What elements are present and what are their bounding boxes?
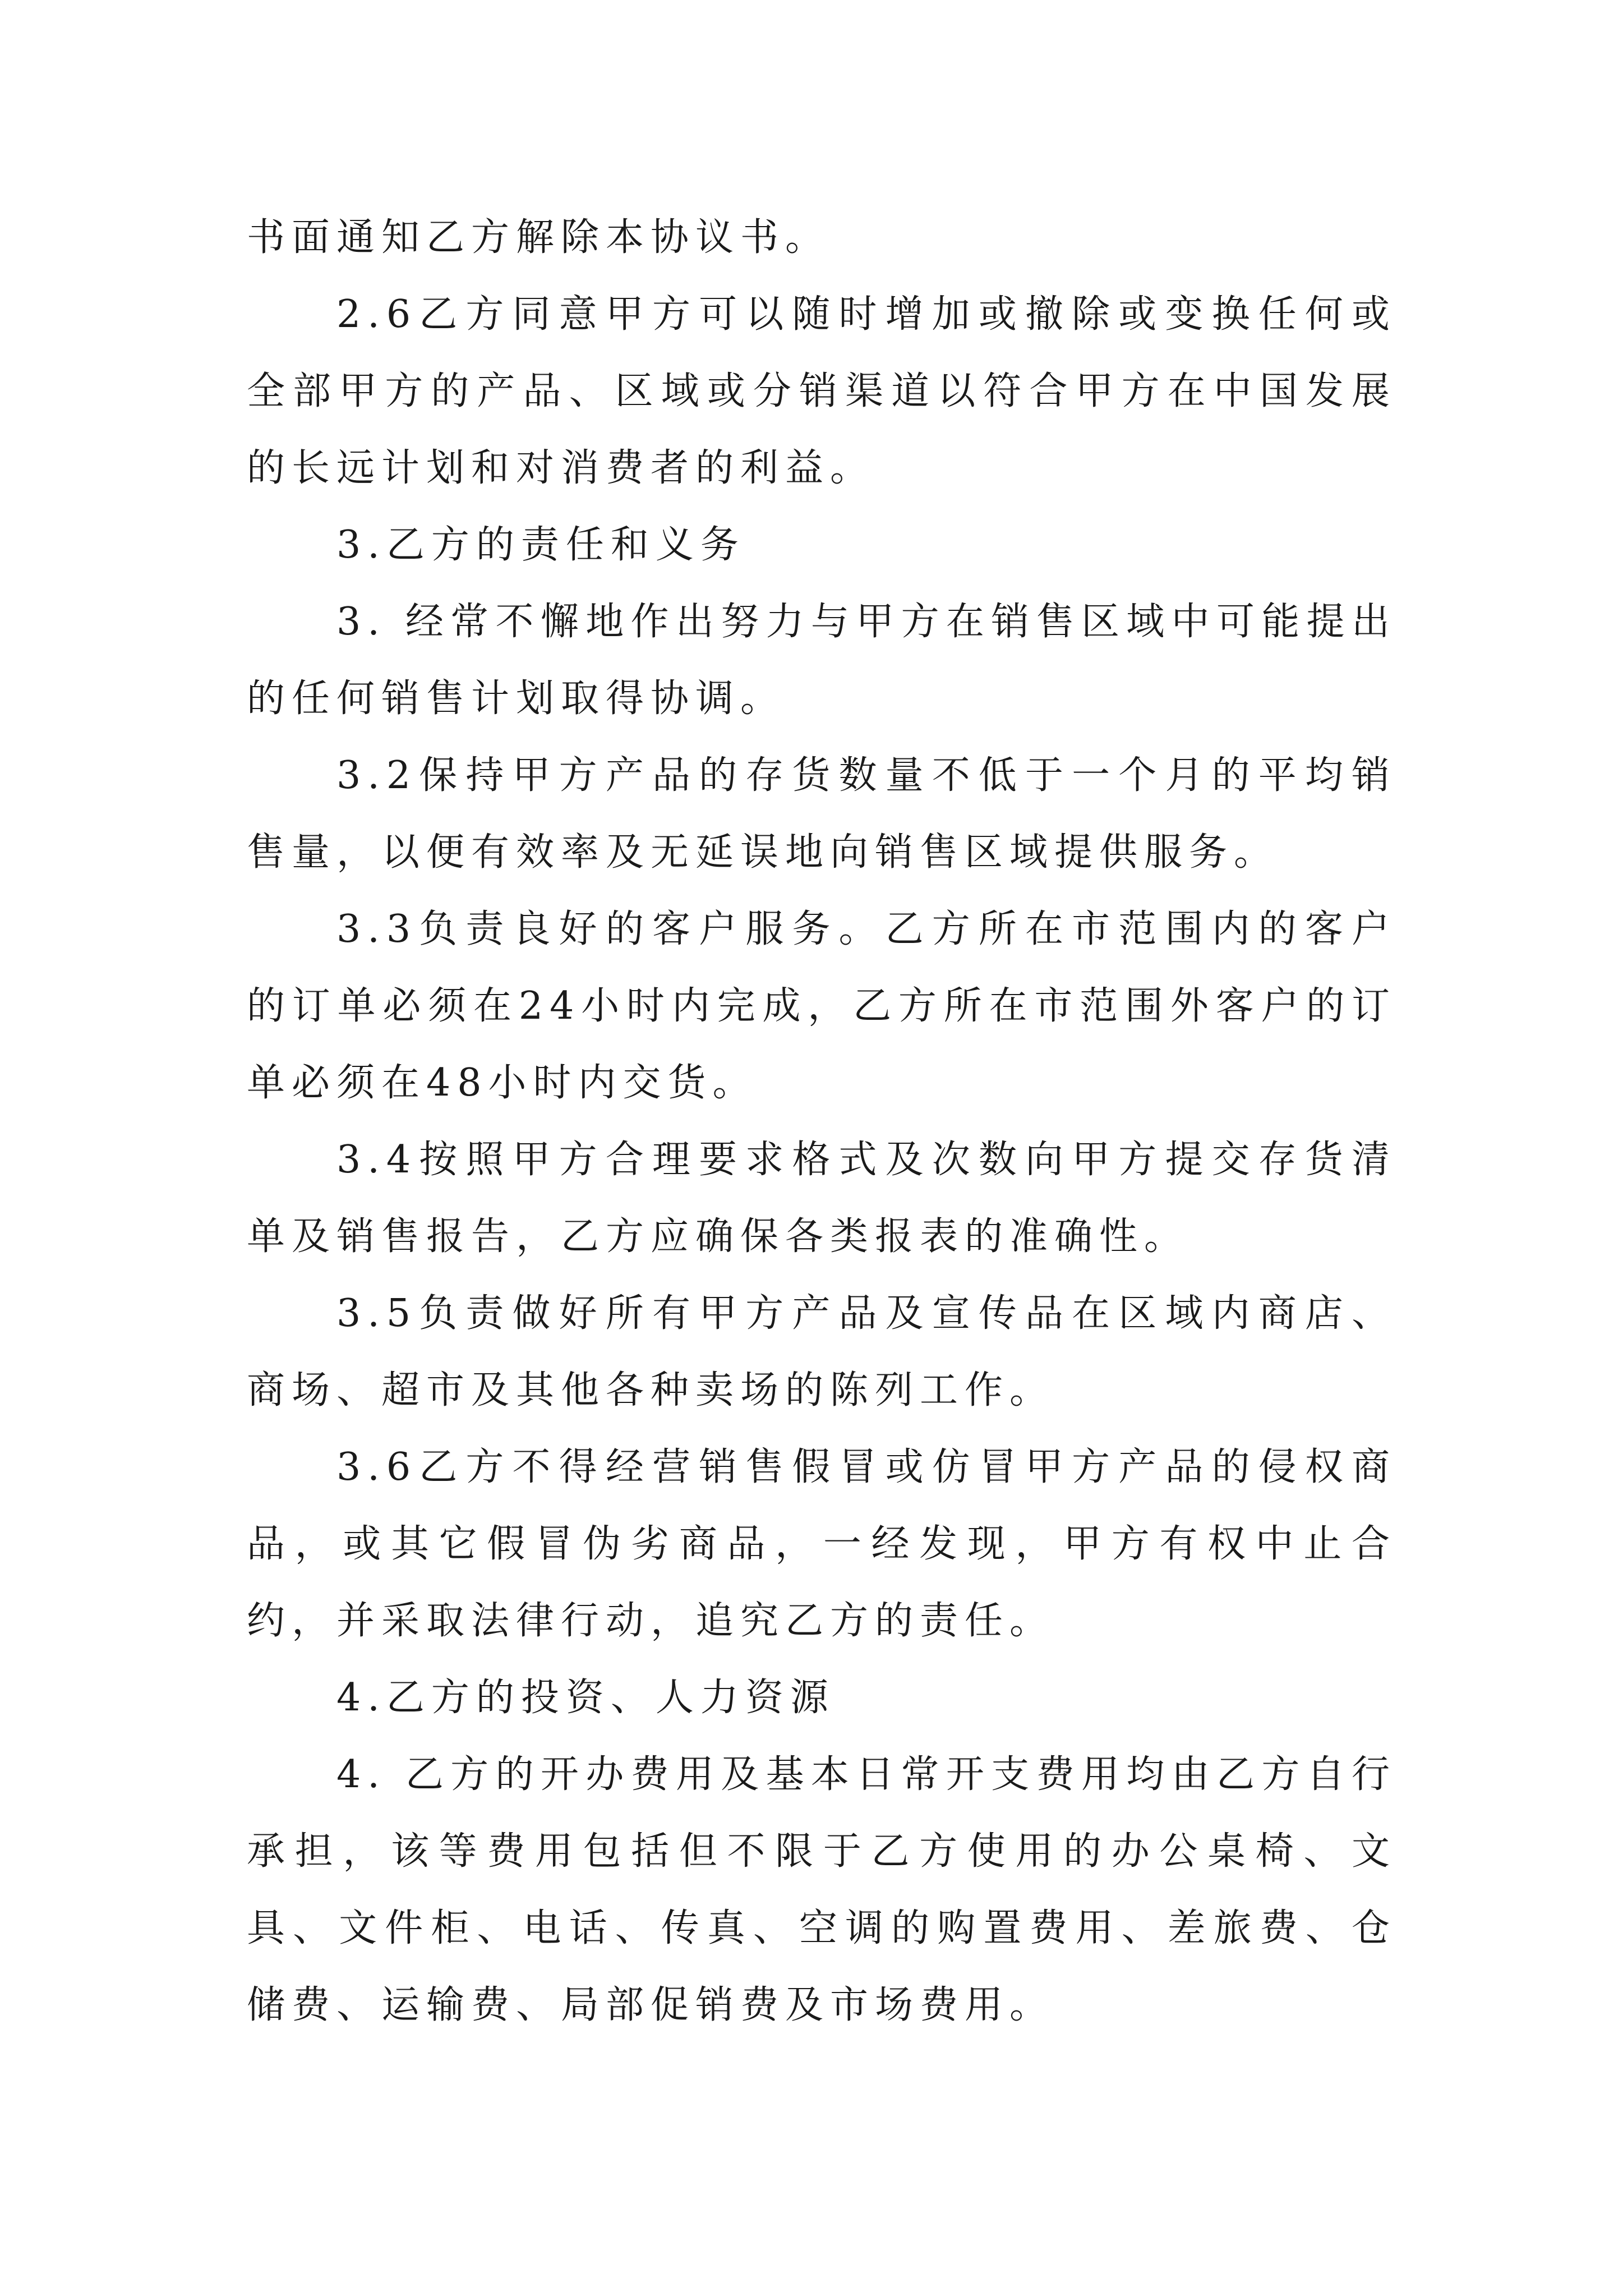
paragraph-clause-3-3: 3.3负责良好的客户服务。乙方所在市范围内的客户的订单必须在24小时内完成，乙方所在市范围外客户的订单必须在48小时内交货。 xyxy=(247,907,1396,1105)
paragraph-clause-3-4: 3.4按照甲方合理要求格式及次数向甲方提交存货清单及销售报告，乙方应确保各类报表的准确性。 xyxy=(247,1138,1396,1259)
paragraph-clause-3-5: 3.5负责做好所有甲方产品及宣传品在区域内商店、商场、超市及其他各种卖场的陈列工作。 xyxy=(247,1291,1396,1412)
document-body xyxy=(247,199,1396,2044)
paragraph-clause-4-1: 4. 乙方的开办费用及基本日常开支费用均由乙方自行承担，该等费用包括但不限于乙方使用的办公桌椅、文具、文件柜、电话、传真、空调的购置费用、差旅费、仓储费、运输费、局部促销费及市场费用。 xyxy=(247,1752,1396,2027)
section-heading-4: 4.乙方的投资、人力资源 xyxy=(336,1676,835,1720)
section-heading-3: 3.乙方的责任和义务 xyxy=(336,523,745,567)
paragraph-clause-2-6: 2.6乙方同意甲方可以随时增加或撤除或变换任何或全部甲方的产品、区域或分销渠道以符合甲方在中国发展的长远计划和对消费者的利益。 xyxy=(247,292,1396,490)
paragraph-termination-notice: 书面通知乙方解除本协议书。 xyxy=(247,215,831,260)
paragraph-clause-3-1: 3. 经常不懈地作出努力与甲方在销售区域中可能提出的任何销售计划取得协调。 xyxy=(247,600,1396,721)
paragraph-clause-3-6: 3.6乙方不得经营销售假冒或仿冒甲方产品的侵权商品，或其它假冒伪劣商品，一经发现，甲方有权中止合约，并采取法律行动，追究乙方的责任。 xyxy=(247,1445,1396,1643)
paragraph-clause-3-2: 3.2保持甲方产品的存货数量不低于一个月的平均销售量，以便有效率及无延误地向销售区域提供服务。 xyxy=(247,753,1396,875)
